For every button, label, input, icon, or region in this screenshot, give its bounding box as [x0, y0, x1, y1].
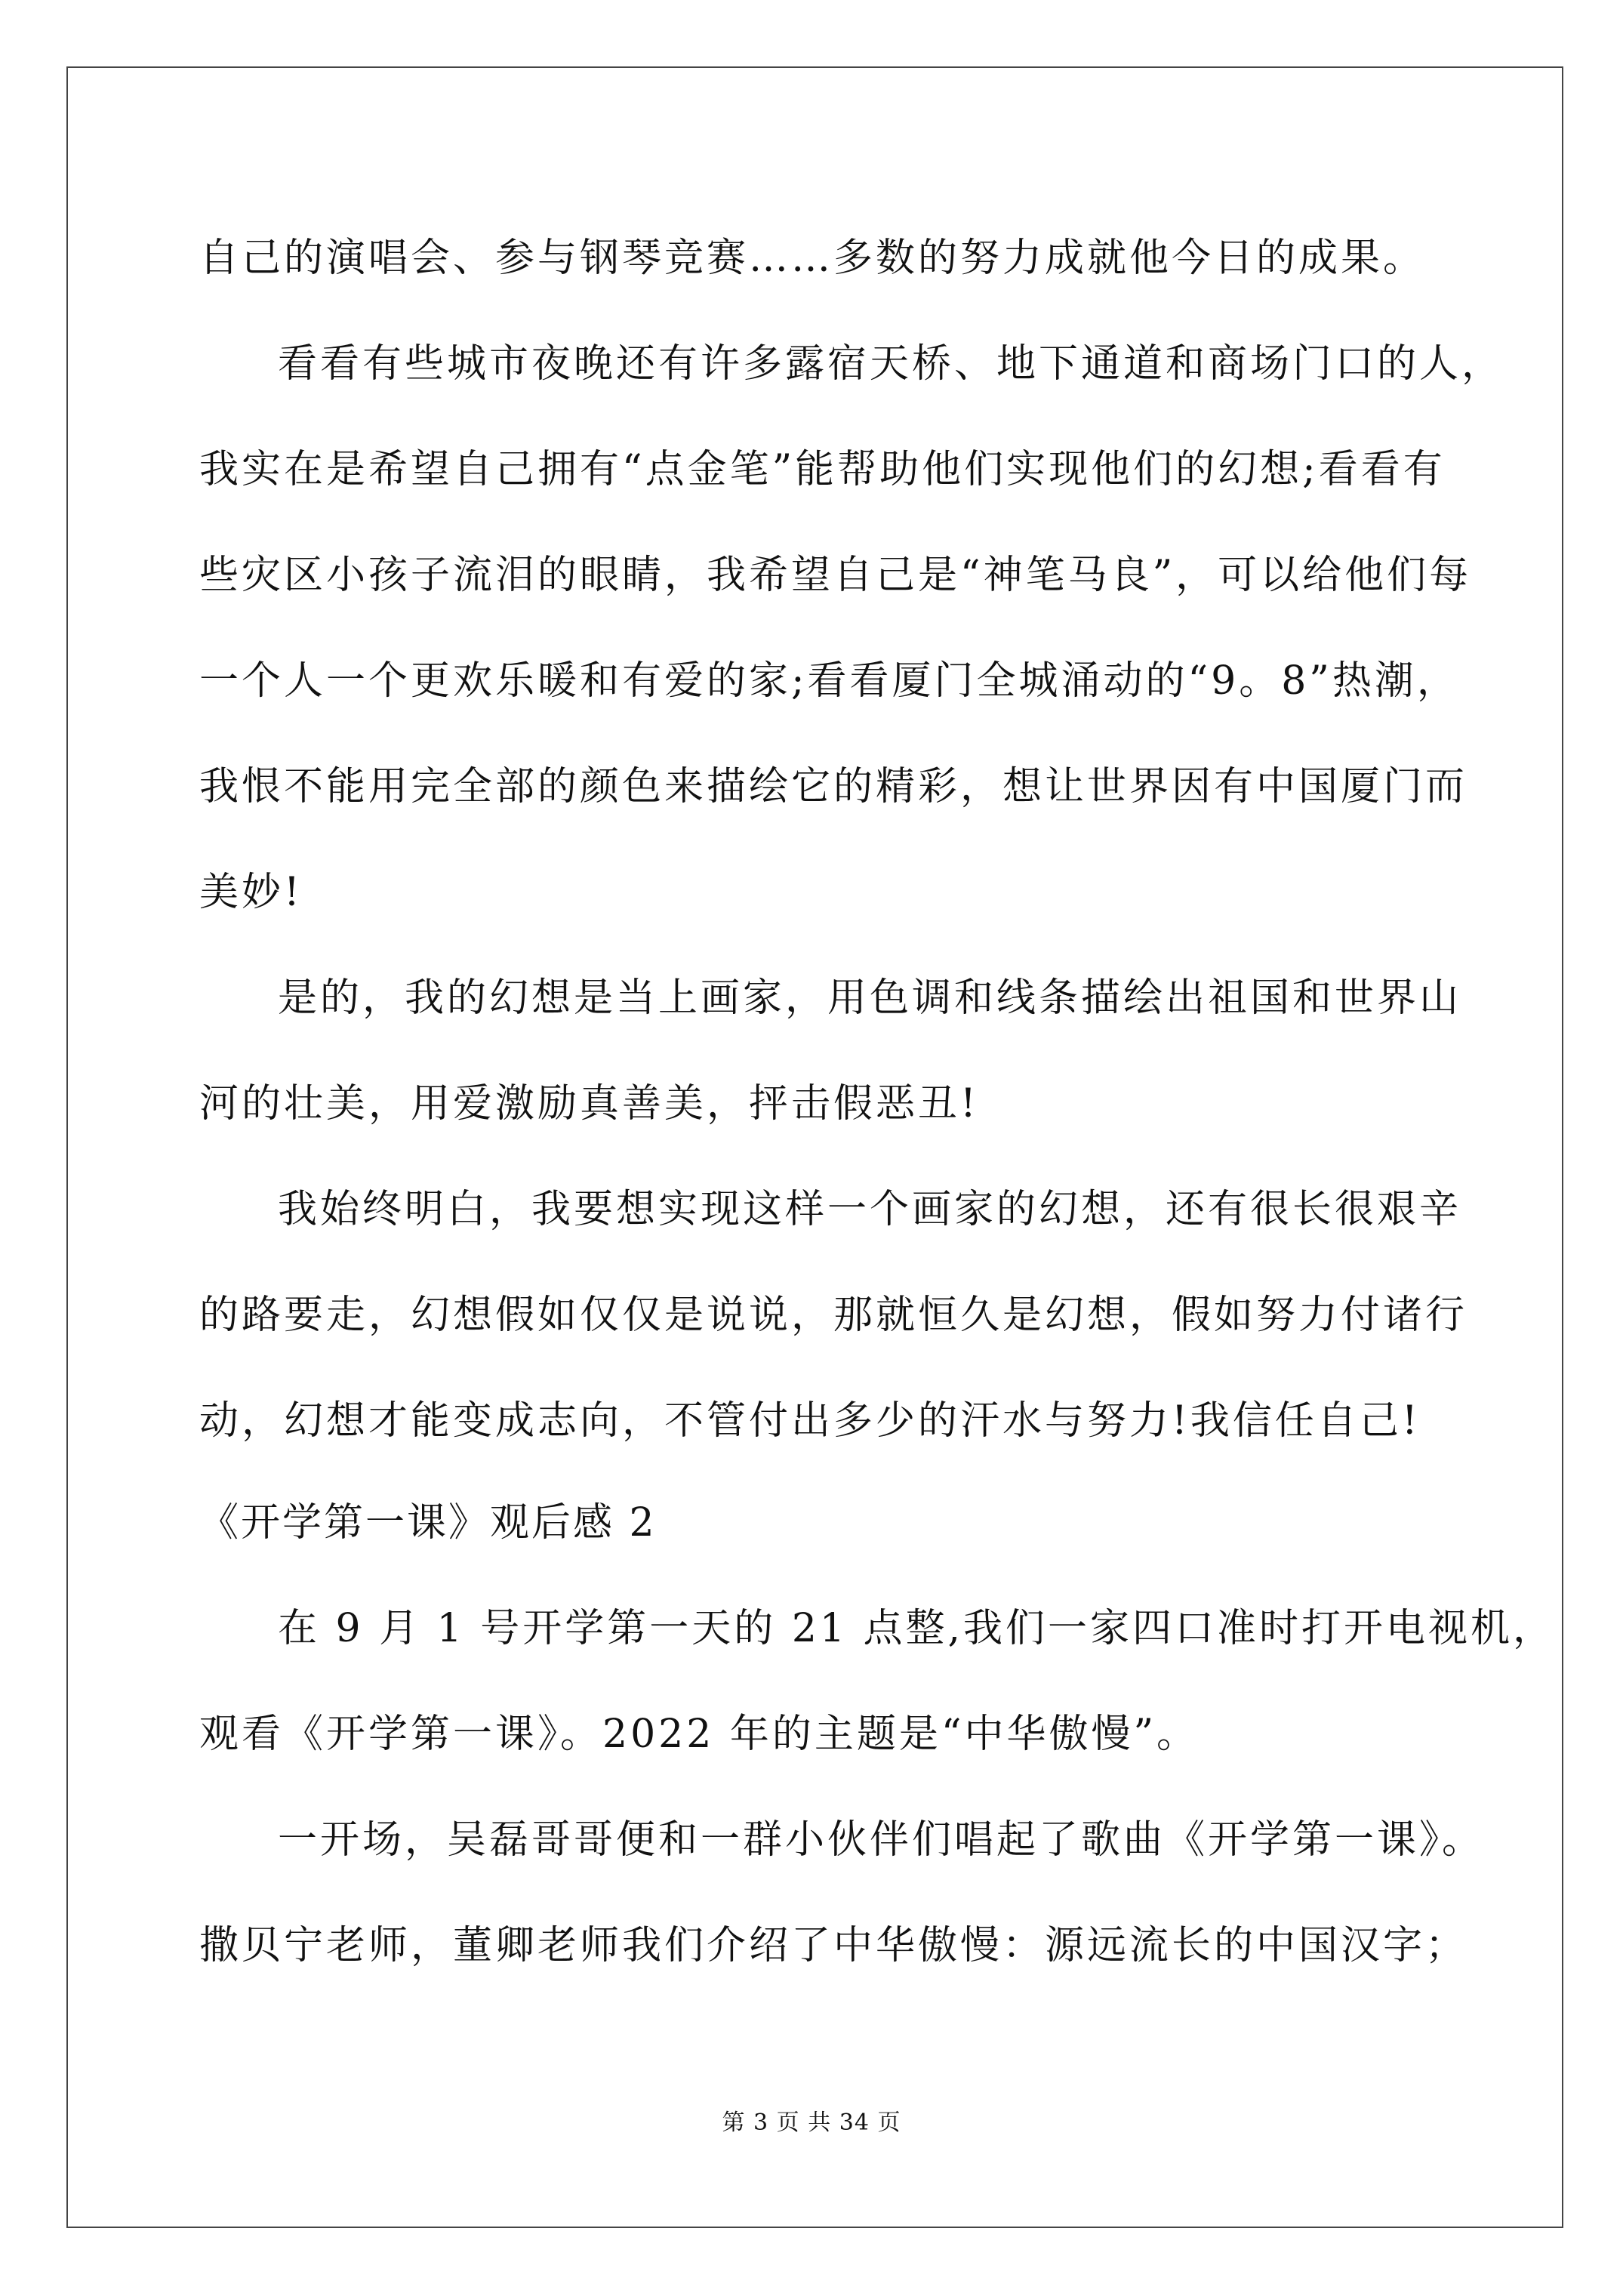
text-line: 一开场，吴磊哥哥便和一群小伙伴们唱起了歌曲《开学第一课》。	[278, 1817, 1485, 1863]
text-line: 自己的演唱会、参与钢琴竞赛……多数的努力成就他今日的成果。	[199, 236, 1426, 281]
text-line: 一个人一个更欢乐暖和有爱的家;看看厦门全城涌动的“9。8”热潮，	[199, 658, 1459, 704]
text-line: 观看《开学第一课》。2022 年的主题是“中华傲慢”。	[199, 1712, 1200, 1757]
text-line: 河的壮美，用爱激励真善美，抨击假恶丑!	[199, 1081, 979, 1126]
text-line: 我始终明白，我要想实现这样一个画家的幻想，还有很长很艰辛	[278, 1187, 1462, 1232]
text-line: 美妙!	[199, 870, 303, 915]
text-line: 是的，我的幻想是当上画家，用色调和线条描绘出祖国和世界山	[278, 975, 1462, 1021]
text-line: 些灾区小孩子流泪的眼睛，我希望自己是“神笔马良”，可以给他们每	[199, 553, 1472, 598]
text-line: 在 9 月 1 号开学第一天的 21 点整,我们一家四口准时打开电视机，	[278, 1606, 1556, 1651]
text-line: 的路要走，幻想假如仅仅是说说，那就恒久是幻想，假如努力付诸行	[199, 1293, 1468, 1338]
text-line: 撒贝宁老师，董卿老师我们介绍了中华傲慢：源远流长的中国汉字；	[199, 1923, 1468, 1968]
text-line: 我恨不能用完全部的颜色来描绘它的精彩，想让世界因有中国厦门而	[199, 764, 1468, 809]
text-line: 我实在是希望自己拥有“点金笔”能帮助他们实现他们的幻想;看看有	[199, 447, 1446, 492]
text-line: 动，幻想才能变成志向，不管付出多少的汗水与努力!我信任自己!	[199, 1398, 1421, 1444]
page-number: 第 3 页 共 34 页	[722, 2110, 901, 2136]
text-line: 看看有些城市夜晚还有许多露宿天桥、地下通道和商场门口的人，	[278, 341, 1504, 387]
section-heading: 《开学第一课》观后感 2	[199, 1500, 657, 1546]
page-border	[66, 66, 1563, 2228]
